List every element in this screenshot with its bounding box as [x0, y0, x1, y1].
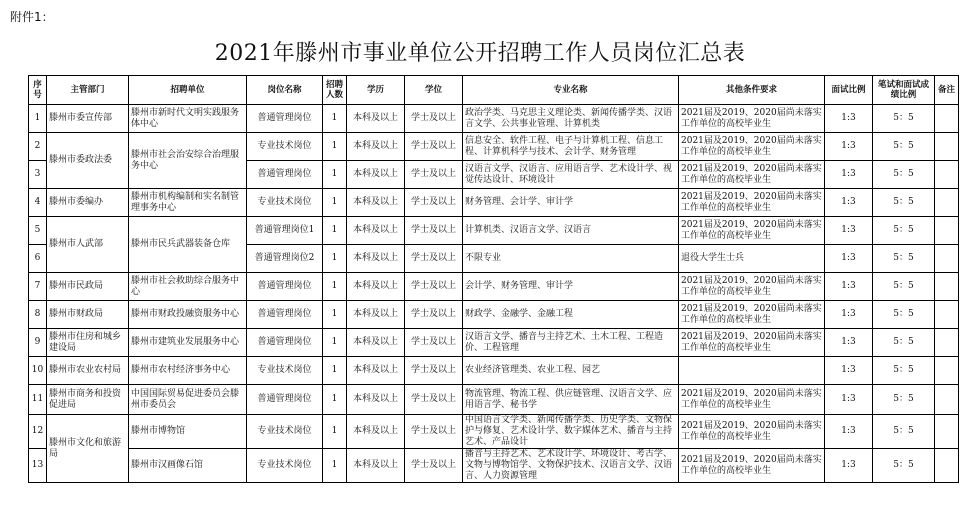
cell-ratio: 1:3	[825, 301, 873, 329]
cell-degree: 学士及以上	[405, 105, 463, 133]
cell-num: 1	[323, 133, 347, 161]
cell-remark	[935, 189, 959, 217]
cell-weight: 5：5	[873, 273, 935, 301]
cell-num: 1	[323, 301, 347, 329]
cell-major: 计算机类、汉语言文学、汉语言	[463, 217, 679, 245]
cell-post: 普通管理岗位	[247, 329, 323, 357]
cell-seq: 4	[29, 189, 47, 217]
cell-dept: 滕州市农业农村局	[47, 357, 129, 385]
cell-degree: 学士及以上	[405, 245, 463, 273]
cell-degree: 学士及以上	[405, 357, 463, 385]
cell-edu: 本科及以上	[347, 273, 405, 301]
cell-num: 1	[323, 217, 347, 245]
cell-post: 专业技术岗位	[247, 189, 323, 217]
cell-post: 普通管理岗位	[247, 273, 323, 301]
table-row	[29, 301, 959, 329]
cell-other: 2021届及2019、2020届尚未落实工作单位的高校毕业生	[679, 161, 825, 189]
cell-dept: 滕州市商务和投资促进局	[47, 385, 129, 415]
table-row	[29, 273, 959, 301]
cell-post: 普通管理岗位	[247, 301, 323, 329]
cell-major: 会计学、财务管理、审计学	[463, 273, 679, 301]
cell-weight: 5：5	[873, 105, 935, 133]
cell-major: 农业经济管理类、农业工程、园艺	[463, 357, 679, 385]
cell-seq: 12	[29, 415, 47, 449]
cell-degree: 学士及以上	[405, 415, 463, 449]
cell-edu: 本科及以上	[347, 449, 405, 483]
cell-remark	[935, 217, 959, 245]
cell-post: 专业技术岗位	[247, 449, 323, 483]
cell-seq: 7	[29, 273, 47, 301]
cell-ratio: 1:3	[825, 245, 873, 273]
cell-ratio: 1:3	[825, 385, 873, 415]
cell-unit: 滕州市新时代文明实践服务体中心	[129, 105, 247, 133]
cell-seq: 13	[29, 449, 47, 483]
cell-weight: 5：5	[873, 133, 935, 161]
cell-ratio: 1:3	[825, 449, 873, 483]
cell-dept: 滕州市委政法委	[47, 133, 129, 189]
cell-other: 2021届及2019、2020届尚未落实工作单位的高校毕业生	[679, 133, 825, 161]
cell-degree: 学士及以上	[405, 133, 463, 161]
table-row	[29, 449, 959, 483]
cell-major: 财政学、金融学、金融工程	[463, 301, 679, 329]
cell-weight: 5：5	[873, 301, 935, 329]
cell-weight: 5：5	[873, 449, 935, 483]
cell-remark	[935, 161, 959, 189]
cell-other	[679, 357, 825, 385]
cell-remark	[935, 133, 959, 161]
cell-ratio: 1:3	[825, 329, 873, 357]
header-edu: 学历	[347, 76, 405, 105]
cell-ratio: 1:3	[825, 105, 873, 133]
cell-seq: 5	[29, 217, 47, 245]
cell-unit: 滕州市博物馆	[129, 415, 247, 449]
cell-weight: 5：5	[873, 217, 935, 245]
table-row	[29, 385, 959, 415]
page-title: 2021年滕州市事业单位公开招聘工作人员岗位汇总表	[214, 41, 746, 66]
cell-remark	[935, 245, 959, 273]
cell-post: 专业技术岗位	[247, 357, 323, 385]
cell-major: 政治学类、马克思主义理论类、新闻传播学类、汉语言文学、公共事业管理、计算机类	[463, 105, 679, 133]
cell-ratio: 1:3	[825, 273, 873, 301]
cell-unit: 滕州市民兵武器装备仓库	[129, 217, 247, 273]
cell-weight: 5：5	[873, 357, 935, 385]
cell-num: 1	[323, 105, 347, 133]
cell-major: 播音与主持艺术、艺术设计学、环境设计、考古学、文物与博物馆学、文物保护技术、汉语言文学、汉语言、人力资源管理	[463, 449, 679, 483]
cell-num: 1	[323, 189, 347, 217]
cell-num: 1	[323, 245, 347, 273]
cell-post: 普通管理岗位	[247, 161, 323, 189]
cell-dept: 滕州市文化和旅游局	[47, 415, 129, 483]
cell-dept: 滕州市人武部	[47, 217, 129, 273]
cell-remark	[935, 329, 959, 357]
cell-seq: 2	[29, 133, 47, 161]
header-unit: 招聘单位	[129, 76, 247, 105]
cell-num: 1	[323, 449, 347, 483]
header-major: 专业名称	[463, 76, 679, 105]
cell-dept: 滕州市住房和城乡建设局	[47, 329, 129, 357]
cell-post: 普通管理岗位2	[247, 245, 323, 273]
cell-seq: 3	[29, 161, 47, 189]
cell-major: 汉语言文学、汉语言、应用语言学、艺术设计学、视觉传达设计、环境设计	[463, 161, 679, 189]
cell-major: 不限专业	[463, 245, 679, 273]
attachment-label: 附件1：	[10, 10, 54, 24]
cell-post: 普通管理岗位	[247, 105, 323, 133]
cell-degree: 学士及以上	[405, 329, 463, 357]
cell-ratio: 1:3	[825, 415, 873, 449]
header-other: 其他条件要求	[679, 76, 825, 105]
cell-edu: 本科及以上	[347, 217, 405, 245]
cell-major: 信息安全、软件工程、电子与计算机工程、信息工程、计算机科学与技术、会计学、财务管理	[463, 133, 679, 161]
cell-dept: 滕州市财政局	[47, 301, 129, 329]
cell-weight: 5：5	[873, 415, 935, 449]
cell-other: 2021届及2019、2020届尚未落实工作单位的高校毕业生	[679, 217, 825, 245]
cell-edu: 本科及以上	[347, 301, 405, 329]
cell-seq: 9	[29, 329, 47, 357]
cell-edu: 本科及以上	[347, 385, 405, 415]
cell-major: 财务管理、会计学、审计学	[463, 189, 679, 217]
cell-seq: 10	[29, 357, 47, 385]
cell-degree: 学士及以上	[405, 301, 463, 329]
header-degree: 学位	[405, 76, 463, 105]
cell-seq: 11	[29, 385, 47, 415]
cell-major: 中国语言文学类、新闻传播学类、历史学类、文物保护与修复、艺术设计学、数字媒体艺术、播音与主持艺术、产品设计	[463, 415, 679, 449]
cell-seq: 1	[29, 105, 47, 133]
cell-unit: 滕州市社会救助综合服务中心	[129, 273, 247, 301]
cell-other: 2021届及2019、2020届尚未落实工作单位的高校毕业生	[679, 385, 825, 415]
cell-remark	[935, 449, 959, 483]
cell-seq: 8	[29, 301, 47, 329]
cell-degree: 学士及以上	[405, 273, 463, 301]
cell-degree: 学士及以上	[405, 385, 463, 415]
cell-other: 2021届及2019、2020届尚未落实工作单位的高校毕业生	[679, 329, 825, 357]
cell-unit: 滕州市财政投融资服务中心	[129, 301, 247, 329]
cell-dept: 滕州市委宣传部	[47, 105, 129, 133]
cell-num: 1	[323, 329, 347, 357]
header-num: 招聘人数	[323, 76, 347, 105]
cell-other: 2021届及2019、2020届尚未落实工作单位的高校毕业生	[679, 301, 825, 329]
cell-remark	[935, 301, 959, 329]
header-row	[29, 76, 959, 105]
cell-degree: 学士及以上	[405, 217, 463, 245]
cell-edu: 本科及以上	[347, 329, 405, 357]
cell-num: 1	[323, 273, 347, 301]
cell-edu: 本科及以上	[347, 105, 405, 133]
cell-other: 2021届及2019、2020届尚未落实工作单位的高校毕业生	[679, 273, 825, 301]
cell-other: 退役大学生士兵	[679, 245, 825, 273]
header-remark: 备注	[935, 76, 959, 105]
cell-weight: 5：5	[873, 329, 935, 357]
header-seq: 序号	[29, 76, 47, 105]
cell-remark	[935, 105, 959, 133]
cell-edu: 本科及以上	[347, 357, 405, 385]
cell-unit: 滕州市建筑业发展服务中心	[129, 329, 247, 357]
cell-unit: 滕州市社会治安综合治理服务中心	[129, 133, 247, 189]
cell-post: 普通管理岗位1	[247, 217, 323, 245]
header-ratio: 面试比例	[825, 76, 873, 105]
cell-ratio: 1:3	[825, 161, 873, 189]
cell-unit: 滕州市汉画像石馆	[129, 449, 247, 483]
cell-unit: 中国国际贸易促进委员会滕州市委员会	[129, 385, 247, 415]
cell-edu: 本科及以上	[347, 415, 405, 449]
table-row	[29, 133, 959, 161]
cell-remark	[935, 273, 959, 301]
cell-weight: 5：5	[873, 245, 935, 273]
cell-post: 普通管理岗位	[247, 385, 323, 415]
cell-weight: 5：5	[873, 189, 935, 217]
table-row	[29, 357, 959, 385]
cell-degree: 学士及以上	[405, 449, 463, 483]
table-row	[29, 415, 959, 449]
cell-remark	[935, 357, 959, 385]
cell-unit: 滕州市农村经济事务中心	[129, 357, 247, 385]
cell-ratio: 1:3	[825, 133, 873, 161]
cell-post: 专业技术岗位	[247, 133, 323, 161]
cell-major: 物流管理、物流工程、供应链管理、汉语言文学、应用语言学、秘书学	[463, 385, 679, 415]
cell-remark	[935, 385, 959, 415]
cell-dept: 滕州市委编办	[47, 189, 129, 217]
table-row	[29, 189, 959, 217]
cell-other: 2021届及2019、2020届尚未落实工作单位的高校毕业生	[679, 105, 825, 133]
cell-weight: 5：5	[873, 161, 935, 189]
cell-seq: 6	[29, 245, 47, 273]
cell-num: 1	[323, 385, 347, 415]
table-row	[29, 105, 959, 133]
cell-edu: 本科及以上	[347, 245, 405, 273]
header-post: 岗位名称	[247, 76, 323, 105]
cell-ratio: 1:3	[825, 189, 873, 217]
header-dept: 主管部门	[47, 76, 129, 105]
cell-ratio: 1:3	[825, 357, 873, 385]
table-row	[29, 217, 959, 245]
cell-remark	[935, 415, 959, 449]
cell-num: 1	[323, 161, 347, 189]
positions-table	[28, 75, 959, 483]
cell-degree: 学士及以上	[405, 189, 463, 217]
cell-num: 1	[323, 415, 347, 449]
cell-other: 2021届及2019、2020届尚未落实工作单位的高校毕业生	[679, 189, 825, 217]
table-row	[29, 329, 959, 357]
cell-ratio: 1:3	[825, 217, 873, 245]
cell-major: 汉语言文学、播音与主持艺术、土木工程、工程造价、工程管理	[463, 329, 679, 357]
cell-edu: 本科及以上	[347, 189, 405, 217]
cell-other: 2021届及2019、2020届尚未落实工作单位的高校毕业生	[679, 449, 825, 483]
cell-edu: 本科及以上	[347, 133, 405, 161]
cell-weight: 5：5	[873, 385, 935, 415]
cell-degree: 学士及以上	[405, 161, 463, 189]
cell-other: 2021届及2019、2020届尚未落实工作单位的高校毕业生	[679, 415, 825, 449]
cell-num: 1	[323, 357, 347, 385]
cell-dept: 滕州市民政局	[47, 273, 129, 301]
header-weight: 笔试和面试成绩比例	[873, 76, 935, 105]
cell-post: 专业技术岗位	[247, 415, 323, 449]
cell-edu: 本科及以上	[347, 161, 405, 189]
cell-unit: 滕州市机构编制和实名制管理事务中心	[129, 189, 247, 217]
